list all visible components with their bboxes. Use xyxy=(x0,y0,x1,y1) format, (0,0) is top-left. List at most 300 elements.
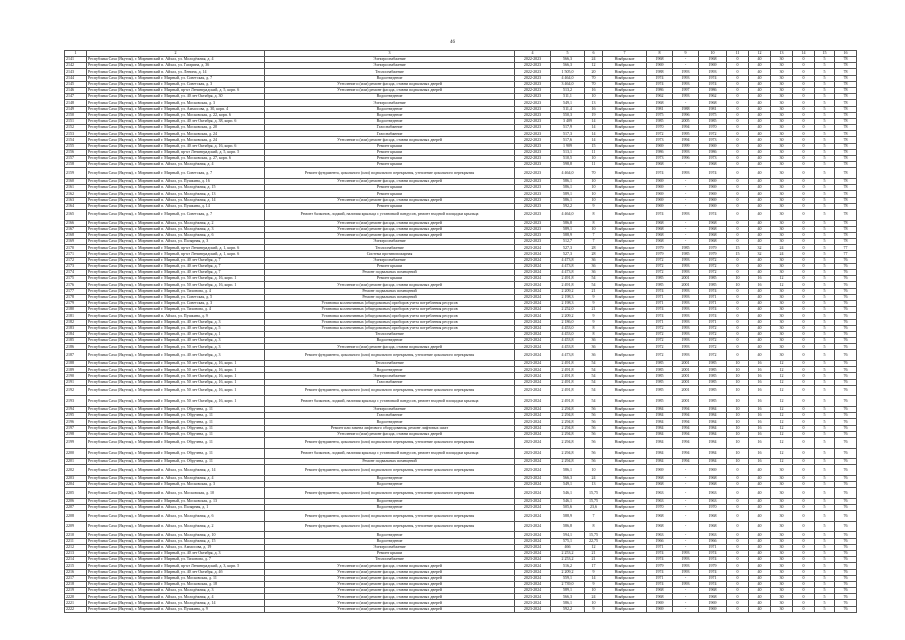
cell-c13: 12 xyxy=(771,413,793,419)
cell-c14: 0 xyxy=(793,563,815,569)
cell-build-year: 1988 xyxy=(647,69,673,75)
cell-last-year: 1968 xyxy=(699,475,727,481)
cell-c13: 30 xyxy=(771,465,793,476)
cell-area: 3 464,0 xyxy=(551,81,585,87)
cell-apartments: 16 xyxy=(585,106,603,112)
cell-period: 2022-2023 xyxy=(515,239,551,245)
cell-work-type: Водоотведение xyxy=(265,505,515,511)
table-row xyxy=(65,521,857,532)
cell-c15: 5 xyxy=(815,125,835,131)
cell-row-number: 2171 xyxy=(65,251,87,257)
cell-method: Ноябрьское xyxy=(603,511,647,522)
cell-last-year: 1972 xyxy=(699,331,727,337)
cell-c14: 0 xyxy=(793,307,815,313)
cell-area: 2 491,8 xyxy=(551,385,585,396)
cell-area: 2 739,0 xyxy=(551,581,585,587)
cell-c14: 0 xyxy=(793,588,815,594)
cell-address: Республика Саха (Якутия), г. Мирнинский г. Мирный, ул. 50 лет Октября, д. 16, корп. 1 xyxy=(87,276,265,282)
cell-period: 2023-2024 xyxy=(515,251,551,257)
cell-c14: 0 xyxy=(793,178,815,184)
cell-period: 2023-2024 xyxy=(515,300,551,306)
cell-last-year: 1974 xyxy=(699,75,727,81)
cell-address: Республика Саха (Якутия), г. Мирнинский п. Айхал, ул. Молодёжная, д. 14 xyxy=(87,197,265,203)
cell-area: 4 473,8 xyxy=(551,350,585,361)
cell-c13: 30 xyxy=(771,588,793,594)
cell-row-number: 2220 xyxy=(65,594,87,600)
cell-c14: 0 xyxy=(793,550,815,556)
cell-address: Республика Саха (Якутия), г. Мирнинский п. Айхал, ул. Молодёжная, д. 2 xyxy=(87,220,265,226)
cell-area: 2 491,8 xyxy=(551,361,585,367)
cell-build-year: 1972 xyxy=(647,263,673,269)
cell-c12: 16 xyxy=(749,396,771,407)
cell-apartments: 23,6 xyxy=(585,505,603,511)
cell-address: Республика Саха (Якутия), г. Мирнинский г. Мирный, ул. Аммосова, д. 30, корп. 4 xyxy=(87,106,265,112)
cell-c12: 16 xyxy=(749,276,771,282)
cell-apartments: 12 xyxy=(585,63,603,69)
cell-c13: 12 xyxy=(771,385,793,396)
cell-period: 2022-2023 xyxy=(515,162,551,168)
cell-row-number: 2160 xyxy=(65,178,87,184)
cell-c13: 30 xyxy=(771,156,793,162)
cell-c16: 76 xyxy=(835,594,857,600)
cell-c11: 0 xyxy=(727,270,749,276)
cell-area: 517,9 xyxy=(551,125,585,131)
cell-c12: 40 xyxy=(749,69,771,75)
cell-area: 510,5 xyxy=(551,156,585,162)
cell-c16: 78 xyxy=(835,149,857,155)
cell-area: 4 473,8 xyxy=(551,263,585,269)
cell-row-number: 2153 xyxy=(65,131,87,137)
cell-period: 2022-2023 xyxy=(515,87,551,93)
cell-c14: 0 xyxy=(793,220,815,226)
cell-build-year: 1985 xyxy=(647,361,673,367)
cell-method: Ноябрьское xyxy=(603,437,647,448)
cell-last-year: 1969 xyxy=(699,191,727,197)
cell-period: 2022-2023 xyxy=(515,75,551,81)
cell-c16: 76 xyxy=(835,459,857,465)
cell-c15: 5 xyxy=(815,511,835,522)
cell-address: Республика Саха (Якутия), г. Мирнинский г. Мирный, ул. 40 лет Октября, д. 3 xyxy=(87,350,265,361)
cell-apartments: 70 xyxy=(585,168,603,179)
cell-c14: 0 xyxy=(793,168,815,179)
cell-apartments: 36 xyxy=(585,344,603,350)
cell-c11: 10 xyxy=(727,437,749,448)
cell-last-year: 1968 xyxy=(699,594,727,600)
cell-address: Республика Саха (Якутия), г. Мирнинский г. Мирный, ул. 40 лет Октября, д. 3 xyxy=(87,319,265,325)
cell-c11: 0 xyxy=(727,226,749,232)
cell-repair-year: 1993 xyxy=(673,344,699,350)
cell-c11: 0 xyxy=(727,325,749,331)
cell-method: Ноябрьское xyxy=(603,350,647,361)
cell-period: 2023-2024 xyxy=(515,263,551,269)
cell-build-year: 1974 xyxy=(647,209,673,220)
cell-c11: 0 xyxy=(727,131,749,137)
cell-apartments: 9 xyxy=(585,313,603,319)
cell-area: 566,3 xyxy=(551,594,585,600)
cell-last-year: 1974 xyxy=(699,81,727,87)
cell-address: Республика Саха (Якутия), г. Мирнинский г. Мирный, ул. 40 лет Октября, д. 7 xyxy=(87,263,265,269)
cell-c16: 76 xyxy=(835,276,857,282)
cell-c16: 76 xyxy=(835,373,857,379)
cell-c15: 5 xyxy=(815,282,835,288)
cell-c16: 78 xyxy=(835,106,857,112)
cell-apartments: 56 xyxy=(585,437,603,448)
cell-c12: 40 xyxy=(749,288,771,294)
cell-build-year: 1985 xyxy=(647,373,673,379)
cell-repair-year: - xyxy=(673,232,699,238)
cell-repair-year: 1993 xyxy=(673,307,699,313)
cell-c15: 5 xyxy=(815,185,835,191)
cell-c16: 76 xyxy=(835,425,857,431)
cell-apartments: 24 xyxy=(585,57,603,63)
cell-c12: 16 xyxy=(749,437,771,448)
column-number-12: 12 xyxy=(749,51,771,57)
cell-apartments: 7 xyxy=(585,232,603,238)
cell-c16: 76 xyxy=(835,413,857,419)
cell-address: Республика Саха (Якутия), г. Мирнинский г. Мирный, ул. Советская, д. 7 xyxy=(87,168,265,179)
cell-c16: 76 xyxy=(835,557,857,563)
cell-area: 592,2 xyxy=(551,203,585,209)
cell-method: Ноябрьское xyxy=(603,131,647,137)
cell-row-number: 2217 xyxy=(65,575,87,581)
cell-c11: 10 xyxy=(727,425,749,431)
cell-repair-year: 1995 xyxy=(673,131,699,137)
cell-repair-year: - xyxy=(673,63,699,69)
cell-c16: 76 xyxy=(835,350,857,361)
cell-address: Республика Саха (Якутия), г. Мирнинский г. Мирный, ул. Советская, д. 5 xyxy=(87,294,265,300)
cell-c15: 5 xyxy=(815,263,835,269)
cell-work-type: Электроснабжение xyxy=(265,57,515,63)
cell-c15: 5 xyxy=(815,557,835,563)
cell-row-number: 2186 xyxy=(65,344,87,350)
cell-method: Ноябрьское xyxy=(603,197,647,203)
cell-row-number: 2199 xyxy=(65,437,87,448)
cell-c15: 5 xyxy=(815,191,835,197)
column-number-14: 14 xyxy=(793,51,815,57)
cell-work-type: Ремонт балконов, лоджий, наличия крыльца с установкой пандусов, ремонт входной площадки крыльца xyxy=(265,209,515,220)
column-number-9: 9 xyxy=(673,51,699,57)
cell-method: Ноябрьское xyxy=(603,239,647,245)
cell-c13: 30 xyxy=(771,505,793,511)
cell-c13: 12 xyxy=(771,276,793,282)
cell-work-type: Ремонт крыши xyxy=(265,149,515,155)
cell-period: 2023-2024 xyxy=(515,257,551,263)
cell-period: 2022-2023 xyxy=(515,143,551,149)
cell-build-year: 1970 xyxy=(647,125,673,131)
cell-row-number: 2176 xyxy=(65,282,87,288)
cell-repair-year: 1993 xyxy=(673,313,699,319)
cell-build-year: 1968 xyxy=(647,521,673,532)
cell-c15: 5 xyxy=(815,563,835,569)
cell-apartments: 54 xyxy=(585,373,603,379)
cell-row-number: 2194 xyxy=(65,406,87,412)
cell-address: Республика Саха (Якутия), г. Мирнинский г. Мирный, ул. 40 лет Октября, д. 3 xyxy=(87,550,265,556)
cell-work-type: Водоотведение xyxy=(265,112,515,118)
cell-apartments: 16 xyxy=(585,87,603,93)
cell-build-year: 1969 xyxy=(647,465,673,476)
cell-address: Республика Саха (Якутия), г. Мирнинский п. Айхал, ул. Молодёжная, д. 4 xyxy=(87,594,265,600)
cell-method: Ноябрьское xyxy=(603,87,647,93)
cell-work-type: Электроснабжение xyxy=(265,63,515,69)
cell-c16: 78 xyxy=(835,100,857,106)
cell-c13: 30 xyxy=(771,263,793,269)
cell-c11: 0 xyxy=(727,168,749,179)
cell-apartments: 36 xyxy=(585,350,603,361)
cell-build-year: 1968 xyxy=(647,588,673,594)
cell-c15: 5 xyxy=(815,270,835,276)
cell-last-year: 1973 xyxy=(699,137,727,143)
cell-apartments: 56 xyxy=(585,413,603,419)
cell-repair-year: 1993 xyxy=(673,263,699,269)
cell-last-year: 1969 xyxy=(699,465,727,476)
cell-c11: 0 xyxy=(727,178,749,184)
cell-address: Республика Саха (Якутия), г. Мирнинский п. Айхал, ул. Молодёжная, д. 15 xyxy=(87,538,265,544)
cell-apartments: 21 xyxy=(585,288,603,294)
cell-c11: 10 xyxy=(727,361,749,367)
cell-c11: 0 xyxy=(727,550,749,556)
cell-c11: 10 xyxy=(727,413,749,419)
cell-last-year: 1969 xyxy=(699,185,727,191)
table-row xyxy=(65,209,857,220)
cell-c11: 0 xyxy=(727,203,749,209)
cell-work-type: Водоотведение xyxy=(265,475,515,481)
cell-address: Республика Саха (Якутия), г. Мирнинский п. Айхал, ул. Молодёжная, д. 3 xyxy=(87,226,265,232)
cell-c13: 30 xyxy=(771,118,793,124)
cell-last-year: 1969 xyxy=(699,178,727,184)
cell-c12: 40 xyxy=(749,300,771,306)
cell-work-type: Электроснабжение xyxy=(265,373,515,379)
cell-method: Ноябрьское xyxy=(603,331,647,337)
cell-repair-year: - xyxy=(673,511,699,522)
cell-c14: 0 xyxy=(793,459,815,465)
cell-address: Республика Саха (Якутия), г. Мирнинский г. Мирный, ул. 40 лет Октября, д. 38, корп. 6 xyxy=(87,118,265,124)
cell-c15: 5 xyxy=(815,325,835,331)
cell-c15: 5 xyxy=(815,197,835,203)
cell-c14: 0 xyxy=(793,149,815,155)
column-number-10: 10 xyxy=(699,51,727,57)
cell-method: Ноябрьское xyxy=(603,419,647,425)
cell-apartments: 10 xyxy=(585,588,603,594)
cell-c16: 76 xyxy=(835,338,857,344)
cell-c11: 0 xyxy=(727,125,749,131)
cell-work-type: Ремонт или замена лифтового оборудования, ремонт лифтовых шахт xyxy=(265,425,515,431)
cell-apartments: 56 xyxy=(585,448,603,459)
cell-build-year: 1969 xyxy=(647,191,673,197)
cell-c12: 40 xyxy=(749,319,771,325)
cell-c15: 5 xyxy=(815,488,835,499)
cell-repair-year: - xyxy=(673,544,699,550)
cell-repair-year: 1993 xyxy=(673,288,699,294)
cell-c16: 76 xyxy=(835,313,857,319)
cell-period: 2023-2024 xyxy=(515,425,551,431)
cell-period: 2023-2024 xyxy=(515,276,551,282)
cell-work-type: Ремонт крыши xyxy=(265,185,515,191)
cell-row-number: 2175 xyxy=(65,276,87,282)
cell-last-year: 1968 xyxy=(699,100,727,106)
cell-c13: 30 xyxy=(771,100,793,106)
cell-method: Ноябрьское xyxy=(603,361,647,367)
cell-last-year: 1984 xyxy=(699,419,727,425)
cell-work-type: Утепление и (или) ремонт фасада, ставни подвальных дверей xyxy=(265,178,515,184)
cell-repair-year: - xyxy=(673,488,699,499)
cell-repair-year: 1993 xyxy=(673,563,699,569)
cell-repair-year: 1993 xyxy=(673,550,699,556)
cell-repair-year: - xyxy=(673,606,699,612)
cell-row-number: 2141 xyxy=(65,57,87,63)
cell-c11: 0 xyxy=(727,106,749,112)
cell-period: 2023-2024 xyxy=(515,600,551,606)
cell-repair-year: 1993 xyxy=(673,149,699,155)
cell-period: 2023-2024 xyxy=(515,288,551,294)
cell-c11: 10 xyxy=(727,406,749,412)
cell-c15: 5 xyxy=(815,521,835,532)
cell-area: 2 253,2 xyxy=(551,557,585,563)
cell-c11: 0 xyxy=(727,75,749,81)
cell-c13: 30 xyxy=(771,197,793,203)
cell-area: 592,2 xyxy=(551,606,585,612)
cell-last-year: 1972 xyxy=(699,131,727,137)
cell-row-number: 2159 xyxy=(65,168,87,179)
cell-method: Ноябрьское xyxy=(603,156,647,162)
cell-row-number: 2195 xyxy=(65,413,87,419)
cell-c13: 30 xyxy=(771,498,793,504)
cell-c16: 76 xyxy=(835,319,857,325)
cell-last-year: 1985 xyxy=(699,373,727,379)
cell-c16: 77 xyxy=(835,245,857,251)
cell-address: Республика Саха (Якутия), г. Мирнинский п. Айхал, ул. Молодёжная, д. 2 xyxy=(87,521,265,532)
cell-c12: 40 xyxy=(749,307,771,313)
cell-c12: 40 xyxy=(749,191,771,197)
cell-c12: 40 xyxy=(749,112,771,118)
cell-period: 2023-2024 xyxy=(515,475,551,481)
cell-build-year: 1969 xyxy=(647,606,673,612)
cell-c16: 76 xyxy=(835,282,857,288)
cell-address: Республика Саха (Якутия), г. Мирнинский г. Мирный, пр-кт Ленинградский, д. 5, корп. 5 xyxy=(87,149,265,155)
cell-c13: 30 xyxy=(771,191,793,197)
cell-build-year: 1974 xyxy=(647,288,673,294)
cell-period: 2022-2023 xyxy=(515,209,551,220)
cell-area: 2 252,0 xyxy=(551,307,585,313)
cell-repair-year: - xyxy=(673,226,699,232)
cell-apartments: 9 xyxy=(585,569,603,575)
cell-build-year: 1968 xyxy=(647,100,673,106)
cell-repair-year: 1993 xyxy=(673,325,699,331)
cell-apartments: 19 xyxy=(585,112,603,118)
cell-row-number: 2201 xyxy=(65,459,87,465)
cell-row-number: 2167 xyxy=(65,226,87,232)
cell-build-year: 1968 xyxy=(647,220,673,226)
cell-period: 2022-2023 xyxy=(515,220,551,226)
cell-c13: 30 xyxy=(771,319,793,325)
cell-method: Ноябрьское xyxy=(603,550,647,556)
cell-area: 2 294,8 xyxy=(551,425,585,431)
cell-work-type: Ремонт подвальных помещений xyxy=(265,459,515,465)
cell-build-year: 1972 xyxy=(647,270,673,276)
cell-c13: 30 xyxy=(771,81,793,87)
cell-apartments: 8 xyxy=(585,209,603,220)
cell-c11: 0 xyxy=(727,288,749,294)
cell-row-number: 2142 xyxy=(65,63,87,69)
cell-area: 549,1 xyxy=(551,100,585,106)
cell-c14: 0 xyxy=(793,373,815,379)
cell-c16: 78 xyxy=(835,220,857,226)
cell-c15: 5 xyxy=(815,178,835,184)
cell-area: 2 294,8 xyxy=(551,406,585,412)
cell-c15: 5 xyxy=(815,313,835,319)
cell-c12: 40 xyxy=(749,149,771,155)
cell-period: 2023-2024 xyxy=(515,282,551,288)
cell-work-type: Электроснабжение xyxy=(265,100,515,106)
cell-c14: 0 xyxy=(793,319,815,325)
cell-work-type: Система противопожарная xyxy=(265,251,515,257)
cell-build-year: 1969 xyxy=(647,203,673,209)
cell-work-type: Установка коллективных (общедомовых) приборов учета потребления ресурсов xyxy=(265,300,515,306)
cell-address: Республика Саха (Якутия), г. Мирнинский г. Мирный, ул. Обручева, д. 11 xyxy=(87,459,265,465)
cell-build-year: 1968 xyxy=(647,232,673,238)
cell-address: Республика Саха (Якутия), г. Мирнинский г. Мирный, ул. Московская, д. 24 xyxy=(87,137,265,143)
table-row xyxy=(65,511,857,522)
cell-period: 2022-2023 xyxy=(515,191,551,197)
cell-row-number: 2164 xyxy=(65,203,87,209)
cell-address: Республика Саха (Якутия), г. Мирнинский п. Айхал, ул. Молодёжная, д. 4 xyxy=(87,57,265,63)
cell-method: Ноябрьское xyxy=(603,379,647,385)
cell-apartments: 54 xyxy=(585,276,603,282)
cell-c15: 5 xyxy=(815,156,835,162)
cell-c13: 30 xyxy=(771,511,793,522)
cell-apartments: 24 xyxy=(585,594,603,600)
cell-period: 2022-2023 xyxy=(515,69,551,75)
cell-method: Ноябрьское xyxy=(603,338,647,344)
cell-build-year: 1984 xyxy=(647,459,673,465)
cell-c13: 30 xyxy=(771,331,793,337)
cell-c15: 5 xyxy=(815,331,835,337)
cell-c11: 0 xyxy=(727,81,749,87)
cell-c16: 78 xyxy=(835,185,857,191)
cell-row-number: 2180 xyxy=(65,307,87,313)
cell-c13: 12 xyxy=(771,448,793,459)
cell-c12: 40 xyxy=(749,168,771,179)
cell-c13: 30 xyxy=(771,538,793,544)
cell-work-type: Ремонт балконов, лоджий, наличия крыльца с установкой пандусов, ремонт входной площадки крыльца xyxy=(265,396,515,407)
cell-build-year: 1972 xyxy=(647,344,673,350)
cell-c15: 5 xyxy=(815,482,835,488)
cell-period: 2023-2024 xyxy=(515,313,551,319)
cell-row-number: 2182 xyxy=(65,319,87,325)
cell-c13: 30 xyxy=(771,482,793,488)
cell-c14: 0 xyxy=(793,106,815,112)
cell-c16: 76 xyxy=(835,511,857,522)
cell-c16: 76 xyxy=(835,361,857,367)
cell-address: Республика Саха (Якутия), г. Мирнинский г. Мирный, ул. Тихонова, д. 7 xyxy=(87,557,265,563)
cell-method: Ноябрьское xyxy=(603,588,647,594)
cell-c15: 5 xyxy=(815,226,835,232)
cell-c15: 5 xyxy=(815,606,835,612)
cell-row-number: 2200 xyxy=(65,448,87,459)
cell-c16: 76 xyxy=(835,532,857,538)
cell-area: 2 294,8 xyxy=(551,419,585,425)
cell-period: 2023-2024 xyxy=(515,498,551,504)
cell-last-year: 1969 xyxy=(699,143,727,149)
cell-apartments: 12 xyxy=(585,544,603,550)
cell-address: Республика Саха (Якутия), г. Мирнинский г. Мирный, ул. 50 лет Октября, д. 16, корп. 1 xyxy=(87,367,265,373)
cell-c16: 78 xyxy=(835,226,857,232)
cell-c13: 30 xyxy=(771,232,793,238)
cell-row-number: 2212 xyxy=(65,544,87,550)
cell-c14: 0 xyxy=(793,143,815,149)
cell-c16: 78 xyxy=(835,125,857,131)
cell-c15: 5 xyxy=(815,437,835,448)
cell-c13: 30 xyxy=(771,563,793,569)
